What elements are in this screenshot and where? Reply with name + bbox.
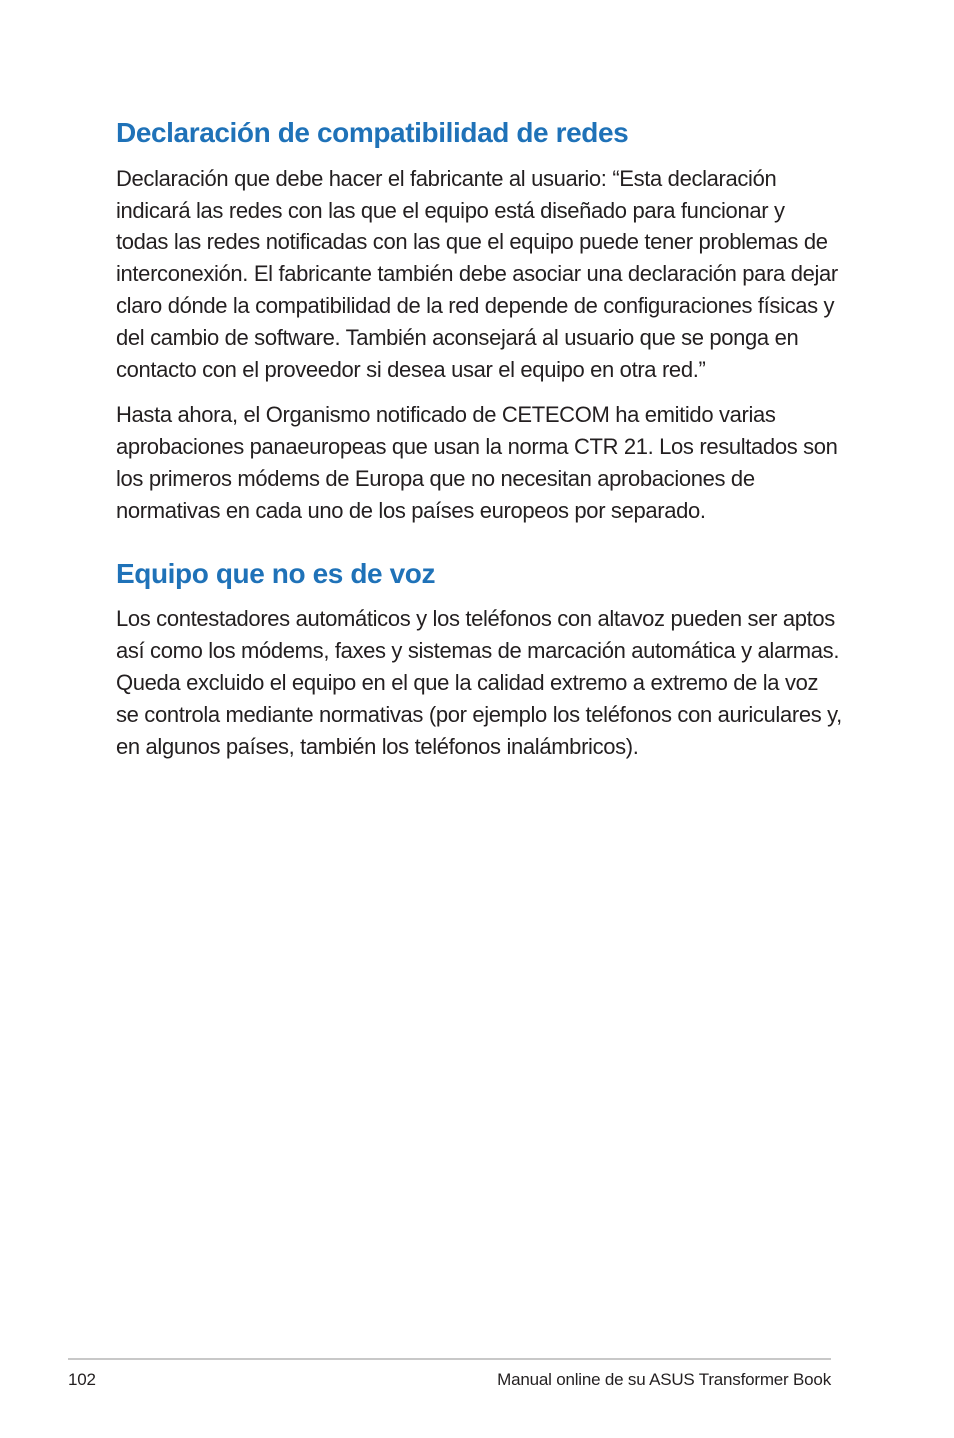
section-heading-non-voice-equipment: Equipo que no es de voz: [116, 557, 436, 589]
page-footer: [68, 1368, 831, 1392]
page-number: 102: [68, 1370, 96, 1389]
paragraph-non-voice-equipment: Los contestadores automáticos y los teléfonos con altavoz pueden ser aptos así como los módems, faxes y sistemas de marcación automática y alarmas. Queda excluido el equipo en el que la calidad extremo a extremo de la voz se controla mediante normativas (por ejemplo los teléfonos con auriculares y, en algunos países, también los teléfonos inalámbricos).: [116, 606, 842, 759]
section-heading-network-compatibility: Declaración de compatibilidad de redes: [116, 117, 629, 148]
paragraph-network-declaration: Declaración que debe hacer el fabricante al usuario: “Esta declaración indicará las redes con las que el equipo está diseñado para funcionar y todas las redes notificadas con las que el equipo puede tener problemas de interconexión. El fabricante también debe asociar una declaración para dejar claro dónde la compatibilidad de la red depende de configuraciones físicas y del cambio de software. También aconsejará al usuario que se ponga en contacto con el proveedor si desea usar el equipo en otra red.”: [116, 165, 838, 382]
paragraph-cetecom-approvals: Hasta ahora, el Organismo notificado de CETECOM ha emitido varias aprobaciones panaeuropeas que usan la norma CTR 21. Los resultados son los primeros módems de Europa que no necesitan aprobaciones de normativas en cada uno de los países europeos por separado.: [116, 402, 838, 523]
footer-divider: [68, 1358, 831, 1360]
page-content: [116, 118, 842, 776]
manual-title: Manual online de su ASUS Transformer Book: [497, 1370, 831, 1389]
